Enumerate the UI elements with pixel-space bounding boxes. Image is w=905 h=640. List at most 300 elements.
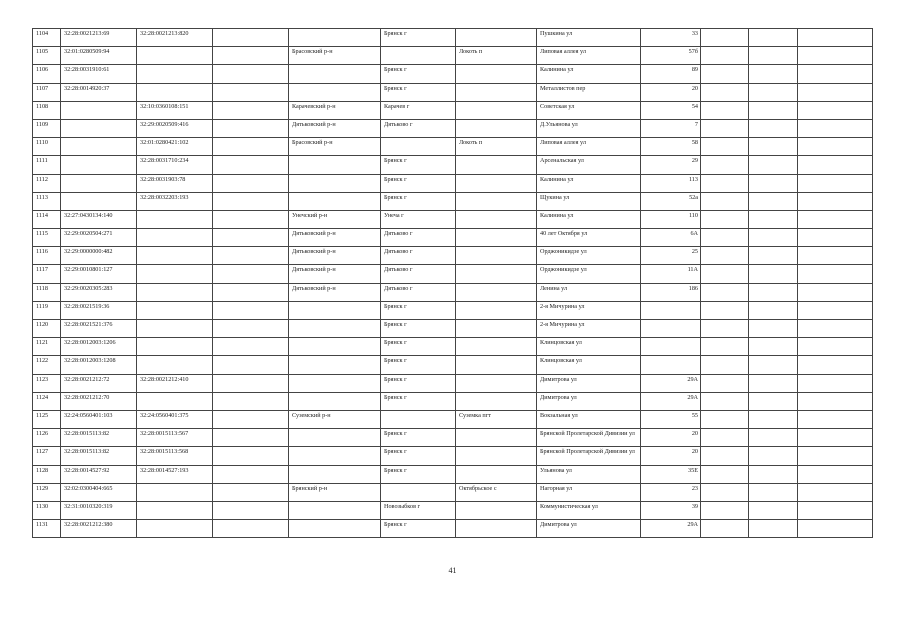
cell-cadastral-number-3 — [213, 501, 289, 519]
table-row — [33, 265, 873, 283]
table-row — [33, 501, 873, 519]
cell-cadastral-number-3 — [213, 101, 289, 119]
cell-row-number: 1123 — [33, 374, 61, 392]
cell-row-number: 1111 — [33, 156, 61, 174]
cell-cadastral-number-2 — [137, 301, 213, 319]
cell-extra-col-2 — [749, 265, 798, 283]
cell-extra-col-1 — [701, 65, 749, 83]
cell-district — [289, 301, 381, 319]
cell-cadastral-number-3 — [213, 447, 289, 465]
cell-extra-col-1 — [701, 501, 749, 519]
cell-house-number: 58 — [641, 138, 701, 156]
table-row — [33, 447, 873, 465]
cell-street: Арсенальская ул — [537, 156, 641, 174]
table-row — [33, 229, 873, 247]
cell-city: Дятьково г — [381, 247, 456, 265]
cell-city: Брянск г — [381, 374, 456, 392]
cell-extra-col-1 — [701, 283, 749, 301]
cell-house-number: 29А — [641, 392, 701, 410]
cell-district: Суземский р-н — [289, 410, 381, 428]
cell-cadastral-number-3 — [213, 210, 289, 228]
cell-cadastral-number: 32:28:0021212:380 — [61, 520, 137, 538]
cell-cadastral-number-3 — [213, 283, 289, 301]
cell-district — [289, 320, 381, 338]
cell-city: Брянск г — [381, 356, 456, 374]
cell-row-number: 1117 — [33, 265, 61, 283]
cell-cadastral-number-3 — [213, 356, 289, 374]
cell-cadastral-number-3 — [213, 247, 289, 265]
cell-cadastral-number-2 — [137, 338, 213, 356]
cell-district — [289, 356, 381, 374]
cell-settlement — [456, 356, 537, 374]
cell-extra-col-3 — [798, 210, 873, 228]
cell-district — [289, 465, 381, 483]
cell-cadastral-number-2 — [137, 247, 213, 265]
cell-extra-col-1 — [701, 429, 749, 447]
cell-district: Брасовский р-н — [289, 138, 381, 156]
page-number: 41 — [448, 566, 457, 575]
cell-cadastral-number-2 — [137, 47, 213, 65]
cell-district — [289, 174, 381, 192]
cell-cadastral-number-3 — [213, 483, 289, 501]
cell-extra-col-1 — [701, 320, 749, 338]
cell-cadastral-number-2: 32:28:0031903:78 — [137, 174, 213, 192]
cell-street: Димитрова ул — [537, 520, 641, 538]
table-row — [33, 83, 873, 101]
cell-row-number: 1107 — [33, 83, 61, 101]
cell-house-number: 55 — [641, 410, 701, 428]
cell-house-number: 33 — [641, 29, 701, 47]
cell-extra-col-3 — [798, 174, 873, 192]
cell-extra-col-3 — [798, 429, 873, 447]
table-row — [33, 119, 873, 137]
cell-settlement — [456, 338, 537, 356]
table-row — [33, 392, 873, 410]
cell-extra-col-3 — [798, 447, 873, 465]
cell-house-number — [641, 356, 701, 374]
cell-settlement — [456, 229, 537, 247]
cell-city: Брянск г — [381, 65, 456, 83]
cell-cadastral-number-2 — [137, 210, 213, 228]
cell-cadastral-number-2: 32:24:0560401:375 — [137, 410, 213, 428]
cell-settlement — [456, 156, 537, 174]
table-row — [33, 338, 873, 356]
cell-street: Щукина ул — [537, 192, 641, 210]
cell-cadastral-number: 32:31:0010320:319 — [61, 501, 137, 519]
cell-street: Клинцовская ул — [537, 356, 641, 374]
cell-row-number: 1116 — [33, 247, 61, 265]
cell-settlement — [456, 174, 537, 192]
cell-extra-col-1 — [701, 210, 749, 228]
cell-cadastral-number: 32:28:0021213:69 — [61, 29, 137, 47]
cell-district: Дятьковский р-н — [289, 247, 381, 265]
cell-cadastral-number: 32:29:0020305:283 — [61, 283, 137, 301]
cell-city: Брянск г — [381, 429, 456, 447]
cell-extra-col-3 — [798, 156, 873, 174]
cell-extra-col-1 — [701, 520, 749, 538]
cell-street: Пушкина ул — [537, 29, 641, 47]
cell-settlement — [456, 429, 537, 447]
cell-cadastral-number-2: 32:10:0360108:151 — [137, 101, 213, 119]
cell-extra-col-2 — [749, 247, 798, 265]
table-row — [33, 65, 873, 83]
cell-district: Дятьковский р-н — [289, 265, 381, 283]
cell-city — [381, 483, 456, 501]
cell-house-number: 110 — [641, 210, 701, 228]
cell-house-number: 52а — [641, 192, 701, 210]
cell-row-number: 1110 — [33, 138, 61, 156]
cell-extra-col-2 — [749, 374, 798, 392]
cell-cadastral-number-2 — [137, 283, 213, 301]
cell-district — [289, 156, 381, 174]
table-row — [33, 101, 873, 119]
cell-cadastral-number — [61, 156, 137, 174]
cell-extra-col-2 — [749, 65, 798, 83]
cell-street: 40 лет Октября ул — [537, 229, 641, 247]
cell-house-number: 20 — [641, 429, 701, 447]
cell-cadastral-number-2 — [137, 483, 213, 501]
cell-cadastral-number: 32:29:0020504:271 — [61, 229, 137, 247]
cell-row-number: 1106 — [33, 65, 61, 83]
cell-settlement — [456, 119, 537, 137]
cell-extra-col-2 — [749, 119, 798, 137]
cell-extra-col-3 — [798, 392, 873, 410]
table-row — [33, 138, 873, 156]
cell-row-number: 1114 — [33, 210, 61, 228]
cell-cadastral-number-3 — [213, 465, 289, 483]
cell-extra-col-2 — [749, 465, 798, 483]
cell-extra-col-3 — [798, 410, 873, 428]
table-row — [33, 520, 873, 538]
cell-extra-col-2 — [749, 283, 798, 301]
cell-house-number: 7 — [641, 119, 701, 137]
cell-extra-col-1 — [701, 192, 749, 210]
cell-cadastral-number: 32:28:0014527:92 — [61, 465, 137, 483]
cell-house-number: 6А — [641, 229, 701, 247]
cell-cadastral-number — [61, 192, 137, 210]
cell-cadastral-number-2: 32:28:0031710:234 — [137, 156, 213, 174]
cell-house-number: 113 — [641, 174, 701, 192]
cell-street: Брянской Пролетарской Дивизии ул — [537, 447, 641, 465]
cell-extra-col-3 — [798, 229, 873, 247]
cell-house-number: 35Е — [641, 465, 701, 483]
cell-extra-col-1 — [701, 174, 749, 192]
cell-extra-col-3 — [798, 65, 873, 83]
cell-city: Брянск г — [381, 29, 456, 47]
cell-house-number: 89 — [641, 65, 701, 83]
table-row — [33, 320, 873, 338]
cell-extra-col-3 — [798, 265, 873, 283]
cell-settlement — [456, 65, 537, 83]
cell-settlement — [456, 101, 537, 119]
cell-street: Нагорная ул — [537, 483, 641, 501]
cell-extra-col-1 — [701, 483, 749, 501]
cell-cadastral-number — [61, 138, 137, 156]
cell-house-number — [641, 301, 701, 319]
cell-cadastral-number: 32:29:0010801:127 — [61, 265, 137, 283]
cell-street: Димитрова ул — [537, 374, 641, 392]
cell-cadastral-number-3 — [213, 265, 289, 283]
cell-settlement — [456, 301, 537, 319]
cell-city — [381, 138, 456, 156]
cell-settlement — [456, 465, 537, 483]
cell-row-number: 1129 — [33, 483, 61, 501]
cell-extra-col-1 — [701, 447, 749, 465]
cell-extra-col-1 — [701, 156, 749, 174]
cell-row-number: 1112 — [33, 174, 61, 192]
cell-cadastral-number-3 — [213, 429, 289, 447]
cell-extra-col-1 — [701, 29, 749, 47]
cell-city: Карачев г — [381, 101, 456, 119]
cell-house-number: 186 — [641, 283, 701, 301]
cell-extra-col-2 — [749, 447, 798, 465]
cell-district — [289, 392, 381, 410]
cell-row-number: 1108 — [33, 101, 61, 119]
cell-extra-col-1 — [701, 265, 749, 283]
cell-extra-col-3 — [798, 192, 873, 210]
cell-row-number: 1109 — [33, 119, 61, 137]
cell-cadastral-number-2 — [137, 392, 213, 410]
cell-extra-col-1 — [701, 338, 749, 356]
cell-house-number: 29А — [641, 374, 701, 392]
cell-cadastral-number-2: 32:28:0032203:193 — [137, 192, 213, 210]
cell-street: Советская ул — [537, 101, 641, 119]
cell-cadastral-number-3 — [213, 65, 289, 83]
cell-cadastral-number: 32:28:0015113:82 — [61, 429, 137, 447]
cell-settlement — [456, 283, 537, 301]
cell-extra-col-2 — [749, 156, 798, 174]
cell-row-number: 1126 — [33, 429, 61, 447]
cell-extra-col-3 — [798, 338, 873, 356]
cell-house-number: 29 — [641, 156, 701, 174]
registry-table — [32, 28, 873, 538]
cell-cadastral-number: 32:28:0021519:36 — [61, 301, 137, 319]
cell-cadastral-number: 32:28:0021212:70 — [61, 392, 137, 410]
cell-extra-col-2 — [749, 501, 798, 519]
cell-street: Калинина ул — [537, 174, 641, 192]
cell-city — [381, 410, 456, 428]
cell-city: Брянск г — [381, 83, 456, 101]
cell-cadastral-number-2 — [137, 65, 213, 83]
cell-extra-col-3 — [798, 320, 873, 338]
cell-cadastral-number: 32:28:0012003:1208 — [61, 356, 137, 374]
cell-cadastral-number-2 — [137, 356, 213, 374]
table-row — [33, 283, 873, 301]
cell-city — [381, 47, 456, 65]
cell-row-number: 1113 — [33, 192, 61, 210]
table-row — [33, 192, 873, 210]
cell-cadastral-number: 32:28:0015113:82 — [61, 447, 137, 465]
cell-cadastral-number — [61, 101, 137, 119]
cell-city: Брянск г — [381, 465, 456, 483]
cell-house-number: 20 — [641, 447, 701, 465]
cell-extra-col-1 — [701, 356, 749, 374]
cell-row-number: 1131 — [33, 520, 61, 538]
cell-house-number — [641, 320, 701, 338]
cell-extra-col-2 — [749, 338, 798, 356]
cell-extra-col-2 — [749, 101, 798, 119]
table-row — [33, 374, 873, 392]
cell-settlement — [456, 520, 537, 538]
cell-district: Карачевский р-н — [289, 101, 381, 119]
cell-row-number: 1115 — [33, 229, 61, 247]
cell-extra-col-2 — [749, 520, 798, 538]
cell-cadastral-number-3 — [213, 320, 289, 338]
cell-extra-col-2 — [749, 301, 798, 319]
cell-cadastral-number: 32:02:0300404:665 — [61, 483, 137, 501]
cell-extra-col-3 — [798, 101, 873, 119]
cell-extra-col-1 — [701, 83, 749, 101]
cell-city: Брянск г — [381, 192, 456, 210]
cell-extra-col-2 — [749, 392, 798, 410]
cell-cadastral-number-3 — [213, 83, 289, 101]
cell-extra-col-3 — [798, 119, 873, 137]
cell-district: Брасовский р-н — [289, 47, 381, 65]
cell-extra-col-2 — [749, 83, 798, 101]
cell-extra-col-3 — [798, 501, 873, 519]
table-body — [33, 29, 873, 538]
cell-extra-col-3 — [798, 283, 873, 301]
cell-extra-col-3 — [798, 465, 873, 483]
cell-cadastral-number-3 — [213, 374, 289, 392]
cell-cadastral-number-2: 32:28:0015113:567 — [137, 429, 213, 447]
cell-settlement: Суземка пгт — [456, 410, 537, 428]
cell-district: Дятьковский р-н — [289, 283, 381, 301]
cell-extra-col-1 — [701, 465, 749, 483]
cell-city: Дятьково г — [381, 283, 456, 301]
cell-cadastral-number: 32:29:0000000:482 — [61, 247, 137, 265]
cell-cadastral-number-3 — [213, 410, 289, 428]
cell-district — [289, 65, 381, 83]
cell-extra-col-2 — [749, 356, 798, 374]
cell-row-number: 1120 — [33, 320, 61, 338]
cell-extra-col-3 — [798, 47, 873, 65]
cell-row-number: 1119 — [33, 301, 61, 319]
cell-extra-col-2 — [749, 138, 798, 156]
cell-district: Дятьковский р-н — [289, 229, 381, 247]
cell-street: Калинина ул — [537, 65, 641, 83]
cell-row-number: 1130 — [33, 501, 61, 519]
cell-city: Дятьково г — [381, 229, 456, 247]
cell-extra-col-2 — [749, 47, 798, 65]
cell-house-number: 29А — [641, 520, 701, 538]
cell-city: Брянск г — [381, 392, 456, 410]
cell-city: Брянск г — [381, 320, 456, 338]
cell-street: Вокзальная ул — [537, 410, 641, 428]
cell-extra-col-1 — [701, 119, 749, 137]
cell-cadastral-number: 32:28:0031910:61 — [61, 65, 137, 83]
cell-city: Брянск г — [381, 174, 456, 192]
cell-row-number: 1122 — [33, 356, 61, 374]
cell-cadastral-number-2 — [137, 520, 213, 538]
cell-cadastral-number-3 — [213, 29, 289, 47]
cell-extra-col-1 — [701, 374, 749, 392]
cell-extra-col-3 — [798, 301, 873, 319]
cell-settlement — [456, 320, 537, 338]
cell-cadastral-number-3 — [213, 156, 289, 174]
cell-city: Дятьково г — [381, 265, 456, 283]
cell-cadastral-number: 32:27:0430134:140 — [61, 210, 137, 228]
cell-street: 2-я Мичурина ул — [537, 320, 641, 338]
cell-settlement — [456, 192, 537, 210]
cell-street: Калинина ул — [537, 210, 641, 228]
cell-cadastral-number-2 — [137, 501, 213, 519]
cell-district — [289, 374, 381, 392]
cell-extra-col-3 — [798, 83, 873, 101]
cell-row-number: 1118 — [33, 283, 61, 301]
cell-district: Дятьковский р-н — [289, 119, 381, 137]
cell-row-number: 1104 — [33, 29, 61, 47]
cell-extra-col-3 — [798, 247, 873, 265]
cell-house-number: 23 — [641, 483, 701, 501]
cell-cadastral-number: 32:01:0280509:94 — [61, 47, 137, 65]
cell-cadastral-number — [61, 119, 137, 137]
cell-street: Ульянова ул — [537, 465, 641, 483]
cell-cadastral-number: 32:24:0560401:103 — [61, 410, 137, 428]
cell-settlement — [456, 83, 537, 101]
cell-extra-col-3 — [798, 483, 873, 501]
table-row — [33, 174, 873, 192]
cell-settlement: Октябрьское с — [456, 483, 537, 501]
cell-city: Дятьково г — [381, 119, 456, 137]
cell-extra-col-2 — [749, 210, 798, 228]
table-row — [33, 465, 873, 483]
cell-settlement: Локоть п — [456, 47, 537, 65]
cell-district — [289, 192, 381, 210]
table-row — [33, 356, 873, 374]
cell-cadastral-number-2 — [137, 83, 213, 101]
cell-settlement — [456, 29, 537, 47]
cell-house-number: 54 — [641, 101, 701, 119]
cell-extra-col-2 — [749, 429, 798, 447]
cell-street: Коммунистическая ул — [537, 501, 641, 519]
cell-settlement — [456, 247, 537, 265]
cell-cadastral-number-3 — [213, 520, 289, 538]
cell-house-number: 25 — [641, 247, 701, 265]
cell-cadastral-number-3 — [213, 301, 289, 319]
cell-cadastral-number-2: 32:28:0014527:193 — [137, 465, 213, 483]
cell-cadastral-number-3 — [213, 174, 289, 192]
cell-cadastral-number-3 — [213, 47, 289, 65]
cell-cadastral-number-2 — [137, 320, 213, 338]
cell-extra-col-3 — [798, 138, 873, 156]
cell-row-number: 1127 — [33, 447, 61, 465]
cell-extra-col-2 — [749, 29, 798, 47]
cell-cadastral-number: 32:28:0021212:72 — [61, 374, 137, 392]
cell-extra-col-1 — [701, 247, 749, 265]
cell-extra-col-1 — [701, 392, 749, 410]
cell-extra-col-1 — [701, 410, 749, 428]
cell-row-number: 1125 — [33, 410, 61, 428]
cell-street: Клинцовская ул — [537, 338, 641, 356]
cell-extra-col-1 — [701, 101, 749, 119]
cell-cadastral-number — [61, 174, 137, 192]
cell-street: Д.Ульянова ул — [537, 119, 641, 137]
cell-extra-col-3 — [798, 29, 873, 47]
cell-settlement — [456, 501, 537, 519]
cell-extra-col-2 — [749, 410, 798, 428]
cell-row-number: 1124 — [33, 392, 61, 410]
cell-district — [289, 429, 381, 447]
table-row — [33, 156, 873, 174]
cell-extra-col-1 — [701, 138, 749, 156]
cell-house-number — [641, 338, 701, 356]
cell-street: Липовая аллея ул — [537, 138, 641, 156]
cell-house-number: 57б — [641, 47, 701, 65]
cell-extra-col-2 — [749, 483, 798, 501]
cell-street: Орджоникидзе ул — [537, 247, 641, 265]
cell-extra-col-1 — [701, 301, 749, 319]
